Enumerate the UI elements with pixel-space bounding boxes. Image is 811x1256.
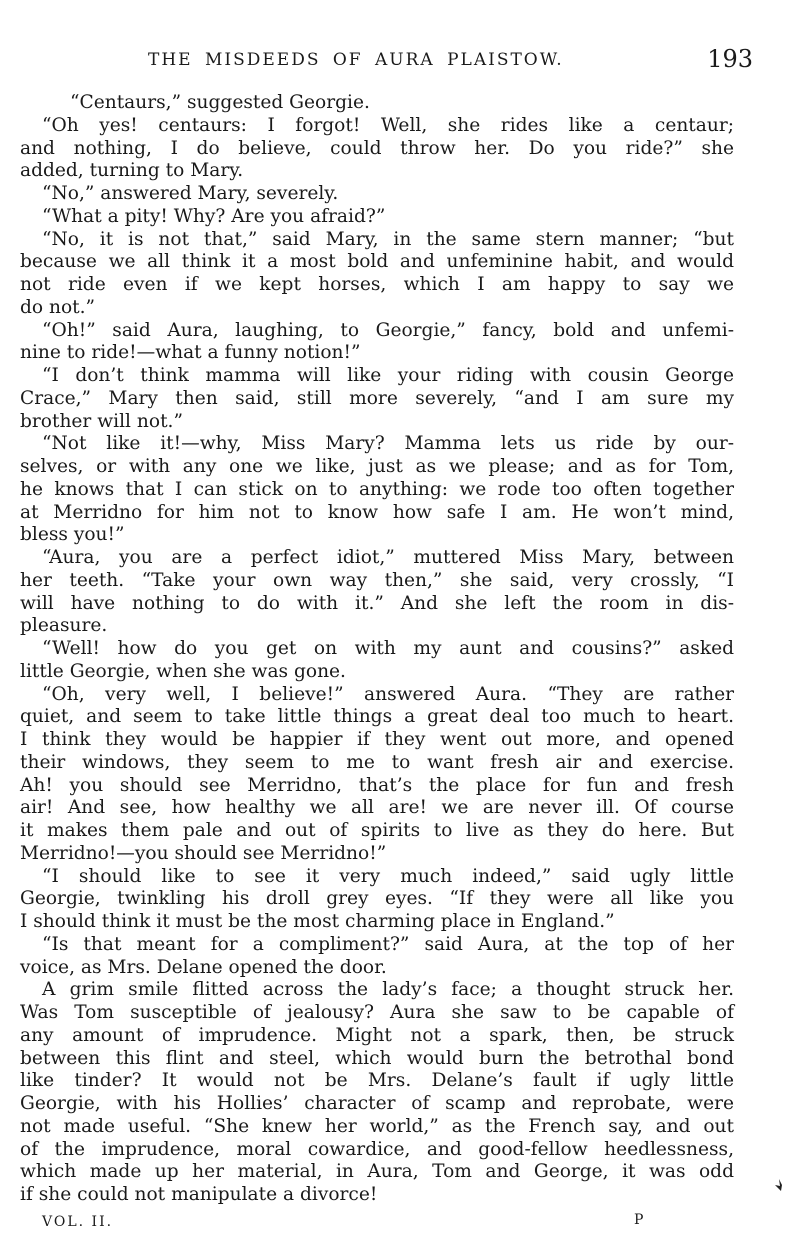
text-line: Ah! you should see Merridno, that’s the place for fun and fresh [20, 774, 734, 796]
text-line: pleasure. [20, 615, 108, 637]
volume-signature: VOL. II. [42, 1214, 114, 1230]
text-line: “No,” answered Mary, severely. [42, 183, 339, 204]
gathering-signature: P [634, 1212, 644, 1228]
text-line: their windows, they seem to me to want fresh air and exercise. [20, 751, 734, 773]
text-line: “Centaurs,” suggested Georgie. [70, 92, 370, 113]
text-line: nine to ride!—what a funny notion!” [20, 342, 361, 364]
text-line: “No, it is not that,” said Mary, in the same stern manner; “but [42, 228, 734, 250]
text-line: “Well! how do you get on with my aunt and cousins?” asked [42, 638, 734, 659]
body-text [20, 92, 734, 1207]
text-line: not ride even if we kept horses, which I am happy to say we [20, 274, 734, 295]
text-line: little Georgie, when she was gone. [20, 660, 346, 682]
text-line: I should think it must be the most charming place in England.” [20, 911, 615, 932]
text-line: “What a pity! Why? Are you afraid?” [42, 205, 386, 227]
text-line: I think they would be happier if they went out more, and opened [20, 729, 734, 750]
text-line: of the imprudence, moral cowardice, and good-fellow heedlessness, [20, 1138, 734, 1160]
text-line: brother will not.” [20, 410, 183, 432]
text-line: Georgie, twinkling his droll grey eyes. “If they were all like you [20, 888, 734, 910]
text-line: Merridno!—you should see Merridno!” [20, 842, 387, 864]
text-line: which made up her material, in Aura, Tom and George, it was odd [20, 1161, 734, 1183]
text-line: he knows that I can stick on to anything: we rode too often together [20, 478, 734, 500]
page-number: 193 [707, 45, 753, 73]
text-line: Crace,” Mary then said, still more severely, “and I am sure my [20, 387, 734, 409]
text-line: voice, as Mrs. Delane opened the door. [20, 956, 387, 978]
text-line: “Not like it!—why, Miss Mary? Mamma lets us ride by our- [42, 433, 734, 455]
running-title: THE MISDEEDS OF AURA PLAISTOW. [148, 50, 564, 70]
text-line: her teeth. “Take your own way then,” she said, very crossly, “I [20, 569, 734, 591]
text-line: “Aura, you are a perfect idiot,” muttered Miss Mary, between [42, 547, 734, 568]
text-line: “Oh, very well, I believe!” answered Aura. “They are rather [42, 683, 734, 705]
text-line: like tinder? It would not be Mrs. Delane’s fault if ugly little [20, 1070, 734, 1092]
text-line: “Oh yes! centaurs: I forgot! Well, she rides like a centaur; [42, 114, 734, 136]
page-footer [0, 1210, 811, 1240]
text-line: A grim smile flitted across the lady’s face; a thought struck her. [42, 979, 734, 1001]
text-line: “Is that meant for a compliment?” said Aura, at the top of her [42, 933, 734, 955]
text-line: will have nothing to do with it.” And she left the room in dis- [20, 592, 734, 614]
text-line: at Merridno for him not to know how safe I am. He won’t mind, [20, 501, 734, 523]
text-line: Was Tom susceptible of jealousy? Aura she saw to be capable of [20, 1002, 734, 1023]
text-line: “I should like to see it very much indeed,” said ugly little [42, 865, 734, 887]
text-line: “Oh!” said Aura, laughing, to Georgie,” fancy, bold and unfemi- [42, 319, 734, 341]
text-line: quiet, and seem to take little things a great deal too much to heart. [20, 706, 734, 728]
text-line: bless you!” [20, 524, 125, 546]
margin-ink-mark-icon [772, 1178, 784, 1192]
text-line: between this flint and steel, which would burn the betrothal bond [20, 1047, 734, 1069]
text-line: Georgie, with his Hollies’ character of scamp and reprobate, were [20, 1093, 734, 1114]
text-line: do not.” [20, 296, 96, 318]
text-line: and nothing, I do believe, could throw her. Do you ride?” she [20, 137, 734, 159]
text-line: any amount of imprudence. Might not a spark, then, be struck [20, 1024, 734, 1046]
running-head [0, 45, 811, 78]
text-line: it makes them pale and out of spirits to live as they do here. But [20, 820, 734, 841]
text-line: added, turning to Mary. [20, 160, 244, 182]
text-line: if she could not manipulate a divorce! [20, 1184, 378, 1205]
text-line: air! And see, how healthy we all are! we are never ill. Of course [20, 797, 734, 819]
text-line: not made useful. “She knew her world,” as the French say, and out [20, 1115, 734, 1137]
text-line: because we all think it a most bold and unfeminine habit, and would [20, 251, 734, 273]
text-line: selves, or with any one we like, just as we please; and as for Tom, [20, 456, 734, 477]
text-line: “I don’t think mamma will like your riding with cousin George [42, 365, 734, 386]
